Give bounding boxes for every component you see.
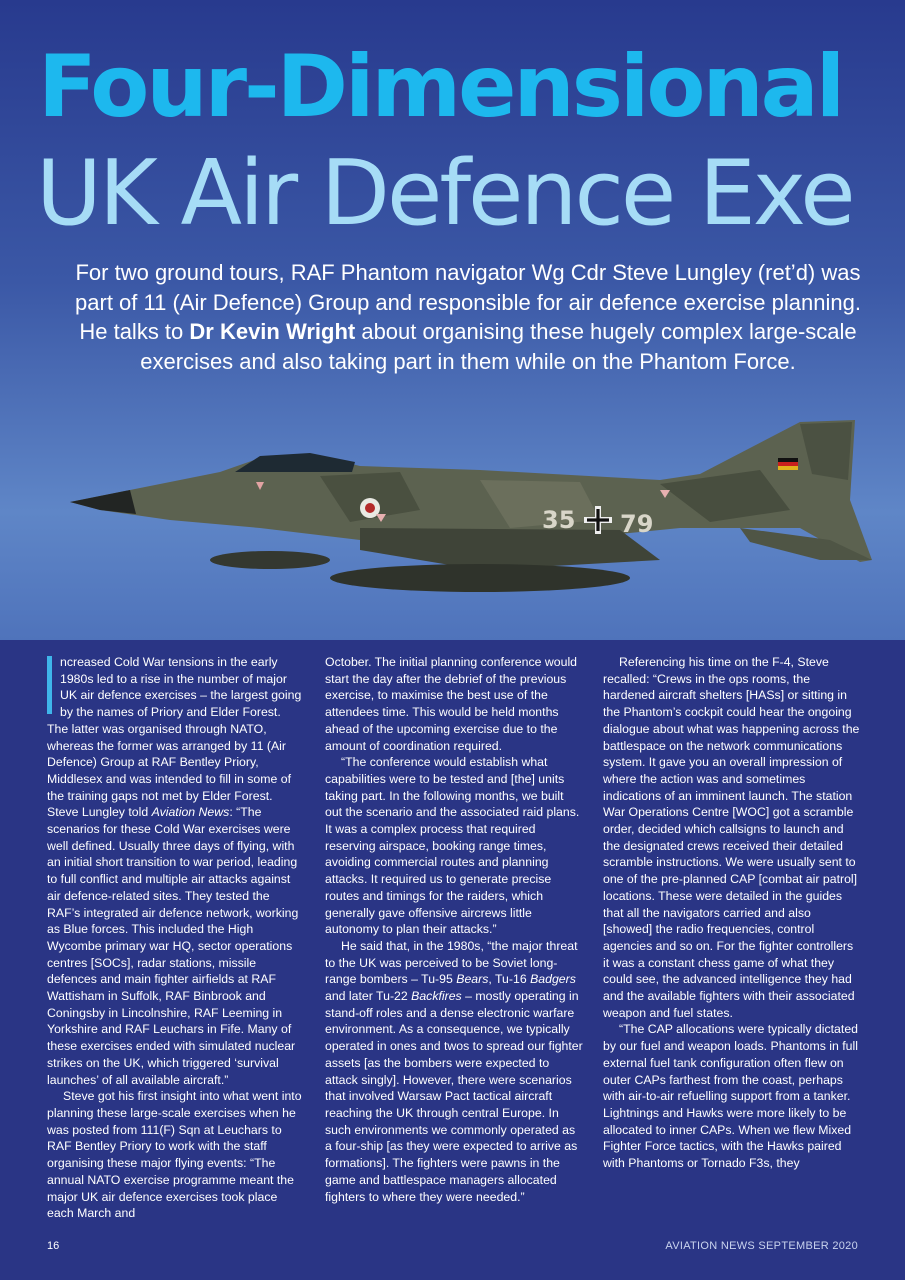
- article-paragraph: October. The initial planning conference would start the day after the debrief of the previous exercise, to maximise the best use of the attendees time. This would be held months ahead of the upcoming exercise due to the amount of coordination required.: [325, 655, 578, 753]
- aircraft-codename: Bears: [456, 972, 489, 987]
- phantom-aircraft-photo: [60, 410, 880, 610]
- article-column-2: [325, 654, 583, 1205]
- aircraft-wing: [360, 528, 660, 570]
- article-paragraph: Referencing his time on the F-4, Steve recalled: “Crews in the ops rooms, the hardened aircraft shelters [HASs] or sitting in the Phantom’s cockpit could hear the ongoing dialogue about what was happening across the battlespace on the network communications system. It gave you an overall impression of where the action was and sometimes indications of an imminent launch. The station War Operations Centre [WOC] got a scramble order, decided which callsigns to launch and the designated crews received their detailed scramble instructions. We were usually sent to one of the pre-planned CAP [combat air patrol] locations. These were detailed in the guides that all the navigators carried and also [showed] the radio frequencies, control agencies and so on. For the fighter controllers it was a constant chess game of what they could see, the advanced intelligence they had and the available fighters with their associated weapon and fuel states.: [603, 655, 860, 1020]
- aircraft-canopy: [235, 453, 355, 472]
- aircraft-codename: Badgers: [530, 972, 576, 987]
- article-column-1: [47, 654, 305, 1222]
- paragraph-text: , Tu-16: [488, 972, 531, 987]
- author-name: Dr Kevin Wright: [189, 319, 356, 344]
- standfirst: [70, 258, 866, 376]
- article-column-3: [603, 654, 861, 1172]
- drop-cap-bar: [47, 656, 52, 714]
- article-paragraph: “The CAP allocations were typically dictated by our fuel and weapon loads. Phantoms in full external fuel tank configuration often flew on outer CAPs farthest from the coast, perhaps with air-to-air refuelling support from a tanker. Lightnings and Hawks were more likely to be allocated to inner CAPs. When we flew Mixed Fighter Force tactics, with the Hawks paired with Phantoms or Tornado F3s, they: [603, 1022, 858, 1171]
- page-number: 16: [47, 1240, 60, 1252]
- article-paragraph: [47, 654, 305, 1088]
- aircraft-codename: Backfires: [411, 989, 462, 1004]
- paragraph-text: He said that, in the 1980s, “the major threat to the UK was perceived to be Soviet long-range bombers – Tu-95: [325, 938, 578, 987]
- aircraft-fuel-tank: [330, 564, 630, 592]
- standfirst-text-end: about organising these hugely complex large-scale exercises and also taking part in them while on the Phantom Force.: [140, 319, 857, 374]
- aircraft-serial-number: 79: [620, 510, 654, 538]
- headline-line-2: UK Air Defence Exe: [36, 141, 853, 246]
- headline-line-1: Four-Dimensional: [38, 37, 843, 137]
- aircraft-serial-prefix: 35: [542, 506, 576, 534]
- running-footer: AVIATION NEWS SEPTEMBER 2020: [665, 1240, 858, 1252]
- paragraph-text: and later Tu-22: [325, 989, 412, 1004]
- paragraph-text: ncreased Cold War tensions in the early 1980s led to a rise in the number of major UK air defence exercises – the largest going by the names of Priory and Elder Forest. The latter was organised through NATO, whereas the former was arranged by 11 (Air Defence) Group at RAF Bentley Priory, Middlesex and was intended to fill in some of the training gaps not met by Elder Forest. Steve Lungley told: [47, 655, 302, 820]
- article-paragraph: Steve got his first insight into what went into planning these large-scale exercises when he was posted from 111(F) Sqn at Leuchars to RAF Bentley Priory to work with the staff organising these major flying events: “The annual NATO exercise programme meant the major UK air defence exercises took place each March and: [47, 1089, 302, 1221]
- paragraph-text: – mostly operating in stand-off roles and a dense electronic warfare environment. As a consequence, we typically operated in ones and twos to spread our fighter assets [as the bombers were expected to attack singly]. However, there were scenarios that involved Warsaw Pact tactical aircraft reaching the UK through central Europe. In such environments we commonly operated as a four-ship [as they were expected to arrive as formations]. The fighters were pawns in the game and battlespace managers allocated fighters to where they were needed.”: [325, 989, 583, 1204]
- paragraph-text: : “The scenarios for these Cold War exercises were well defined. Usually three days of flying, with an initial short transition to war period, leading to full conflict and multiple air attacks against air defence-related sites. They tested the RAF’s integrated air defence network, working as Blue forces. This included the High Wycombe primary war HQ, sector operations centres [SOCs], radar stations, missile defences and main fighter airfields at RAF Wattisham in Suffolk, RAF Binbrook and Coningsby in Lincolnshire, RAF Leeming in Yorkshire and RAF Leuchars in Fife. Many of these exercises ended with simulated nuclear strikes on the UK, which triggered ‘survival launches’ of all available aircraft.”: [47, 805, 299, 1087]
- standfirst-text: For two ground tours, RAF Phantom navigator Wg Cdr Steve Lungley (ret’d) was part of 11 (Air Defence) Group and responsible for air defence exercise planning. He talks to: [75, 260, 861, 344]
- article-paragraph: “The conference would establish what capabilities were to be tested and [the] units taking part. In the following months, we built out the scenario and the associated raid plans. It was a complex process that required reserving airspace, booking range times, avoiding commercial routes and planning attacks. It required us to generate precise routes and timings for the raiders, which generally gave offensive aircrews little autonomy to plan their attacks.”: [325, 755, 580, 937]
- publication-name: Aviation News: [151, 805, 230, 820]
- article-paragraph: [325, 938, 583, 1205]
